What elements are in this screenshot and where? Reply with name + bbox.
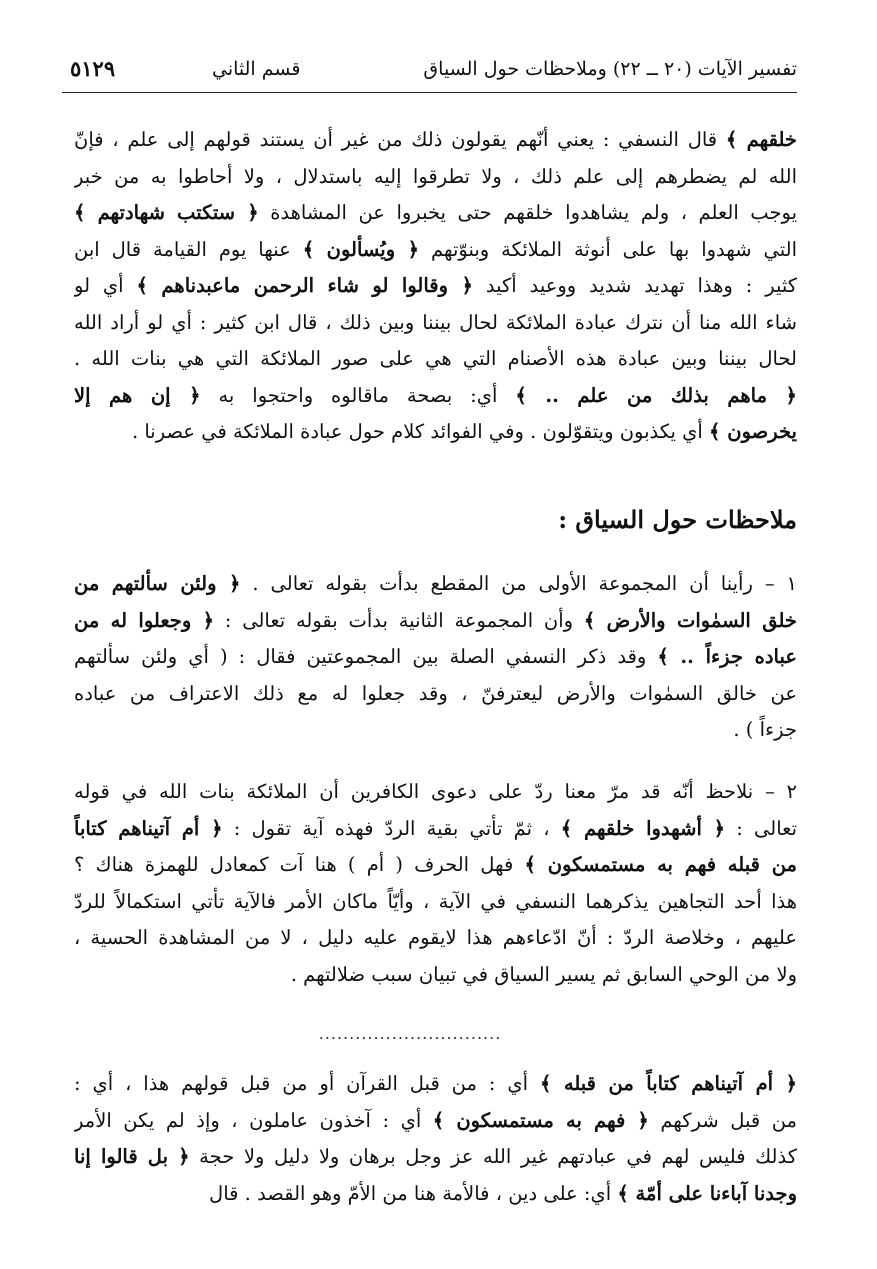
text-run: أي لو bbox=[74, 274, 137, 297]
page-number: ٥١٢٩ bbox=[70, 56, 116, 81]
text-run: أي: على دين ، فالأمة هنا من الأمّ وهو القصد . قال bbox=[209, 1181, 618, 1205]
quran-quote: ﴿ أشهدوا خلقهم ﴾ bbox=[560, 816, 726, 840]
text-run: يوجب العلم ، ولم يشاهدوا خلقهم حتى يخبروا عن المشاهدة bbox=[258, 201, 797, 224]
text-run: كذلك فليس لهم في عبادتهم غير الله عز وجل برهان ولا دليل ولا حجة bbox=[189, 1145, 797, 1168]
section-heading: ملاحظات حول السياق : bbox=[558, 505, 797, 534]
quran-quote: ﴿ ماهم بذلك من علم .. ﴾ bbox=[515, 383, 797, 407]
text-line bbox=[74, 378, 797, 415]
quran-quote: ﴿ ستكتب شهادتهم ﴾ bbox=[74, 201, 259, 224]
text-run: أي : من قبل القرآن أو من قبل قولهم هذا ، أي : bbox=[74, 1072, 540, 1095]
quran-quote: من قبله فهم به مستمسكون ﴾ bbox=[524, 853, 797, 876]
text-run: الله لم يضطرهم إلى علم ذلك ، ولا تطرقوا إليه باستدلال ، ولا أحاطوا به من خبر bbox=[74, 164, 797, 188]
text-line bbox=[74, 957, 797, 994]
text-run: أي: بصحة ماقالوه واحتجوا به bbox=[200, 383, 516, 407]
quran-quote: ﴿ وجعلوا له من bbox=[74, 608, 215, 632]
text-line bbox=[74, 159, 797, 196]
text-run: أي : آخذون عاملون ، وإذ لم يكن الأمر bbox=[74, 1108, 433, 1132]
text-line bbox=[74, 847, 797, 884]
text-run: من قبل شركهم bbox=[648, 1108, 797, 1132]
text-run: عليهم ، وخلاصة الردّ : أنّ ادّعاءهم هذا لايقوم عليه دليل ، لا من المشاهدة الحسية ، bbox=[74, 926, 797, 949]
text-run: التي شهدوا بها على أنوثة الملائكة وبنوّتهم bbox=[419, 237, 797, 261]
text-line bbox=[74, 1176, 797, 1213]
quran-quote: يخرصون ﴾ bbox=[709, 420, 797, 443]
text-line bbox=[74, 1103, 797, 1140]
text-run: هذا أحد التجاهين يذكرهما النسفي في الآية ، وأيّاً ماكان الأمر فالآية تأتي استكمالاً للردّ bbox=[74, 889, 797, 913]
text-run: تعالى : bbox=[725, 816, 797, 840]
paragraph-commentary bbox=[74, 1066, 797, 1212]
quran-quote: خلق السمٰوات والأرض ﴾ bbox=[583, 608, 797, 632]
paragraph-tafsir bbox=[74, 122, 797, 451]
text-run: عن خالق السمٰوات والأرض ليعترفنّ ، وقد جعلوا له مع ذلك الاعتراف من عباده bbox=[74, 681, 797, 705]
separator-dots: .............................. bbox=[318, 1024, 502, 1043]
page-header bbox=[62, 52, 797, 93]
text-line bbox=[74, 414, 797, 451]
text-run: فهل الحرف ( أم ) هنا آت كمعادل للهمزة هناك ؟ bbox=[74, 853, 525, 876]
text-line bbox=[74, 122, 797, 159]
text-line bbox=[74, 305, 797, 342]
quran-quote: ﴿ إن هم إلا bbox=[74, 383, 201, 407]
text-line bbox=[74, 639, 797, 676]
section-label: قسم الثاني bbox=[212, 58, 301, 80]
quran-quote: ﴿ ويُسألون ﴾ bbox=[302, 237, 420, 261]
text-line bbox=[74, 603, 797, 640]
quran-quote: وجدنا آباءنا على أمّة ﴾ bbox=[617, 1181, 797, 1205]
quran-quote: ﴿ أم آتيناهم كتاباً bbox=[74, 816, 223, 840]
quran-quote: ﴿ أم آتيناهم كتاباً من قبله ﴾ bbox=[539, 1072, 797, 1095]
text-line bbox=[74, 195, 797, 232]
text-run: عنها يوم القيامة قال ابن bbox=[74, 237, 303, 261]
text-line bbox=[74, 774, 797, 811]
text-run: قال النسفي : يعني أنّهم يقولون ذلك من غير أن يستند قولهم إلى علم ، فإنّ bbox=[74, 128, 726, 151]
text-run: شاء الله منا أن نترك عبادة الملائكة لحال بيننا وبين ذلك ، قال ابن كثير : أي لو أراد الله bbox=[74, 310, 797, 334]
text-line bbox=[74, 712, 797, 749]
text-run: لحال بيننا وبين عبادة هذه الأصنام التي هي على صور الملائكة التي هي بنات الله . bbox=[74, 347, 797, 370]
text-line bbox=[74, 1066, 797, 1103]
text-line bbox=[74, 676, 797, 713]
text-line bbox=[74, 920, 797, 957]
text-line bbox=[74, 341, 797, 378]
text-run: جزءاً ) . bbox=[733, 718, 797, 741]
text-run: ٢ – نلاحظ أنّه قد مرّ معنا ردّ على دعوى الكافرين أن الملائكة بنات الله في قوله bbox=[74, 780, 797, 803]
text-run: ، ثمّ تأتي بقية الردّ فهذه آية تقول : bbox=[222, 816, 561, 840]
quran-quote: ﴿ ولئن سألتهم من bbox=[74, 572, 241, 595]
quran-quote: عباده جزءاً .. ﴾ bbox=[657, 645, 797, 668]
running-title: تفسير الآيات (٢٠ ــ ٢٢) وملاحظات حول السياق bbox=[423, 58, 797, 80]
quran-quote: خلقهم ﴾ bbox=[725, 128, 797, 151]
text-line bbox=[74, 232, 797, 269]
paragraph-note-2 bbox=[74, 774, 797, 993]
text-line bbox=[74, 811, 797, 848]
quran-quote: ﴿ فهم به مستمسكون ﴾ bbox=[432, 1108, 649, 1132]
quran-quote: ﴿ بل قالوا إنا bbox=[74, 1145, 190, 1168]
text-run: وأن المجموعة الثانية بدأت بقوله تعالى : bbox=[214, 608, 584, 632]
text-line bbox=[74, 1139, 797, 1176]
text-line bbox=[74, 884, 797, 921]
text-line bbox=[74, 566, 797, 603]
quran-quote: ﴿ وقالوا لو شاء الرحمن ماعبدناهم ﴾ bbox=[136, 274, 473, 297]
text-run: أي يكذبون ويتقوّلون . وفي الفوائد كلام حول عبادة الملائكة في عصرنا . bbox=[131, 420, 710, 443]
text-line bbox=[74, 268, 797, 305]
text-run: كثير : وهذا تهديد شديد ووعيد أكيد bbox=[472, 274, 797, 297]
text-run: ولا من الوحي السابق ثم يسير السياق في تبيان سبب ضلالتهم . bbox=[290, 962, 797, 986]
text-run: وقد ذكر النسفي الصلة بين المجموعتين فقال : ( أي ولئن سألتهم bbox=[74, 645, 658, 668]
text-run: ١ – رأينا أن المجموعة الأولى من المقطع بدأت بقوله تعالى . bbox=[240, 572, 797, 595]
paragraph-note-1 bbox=[74, 566, 797, 749]
